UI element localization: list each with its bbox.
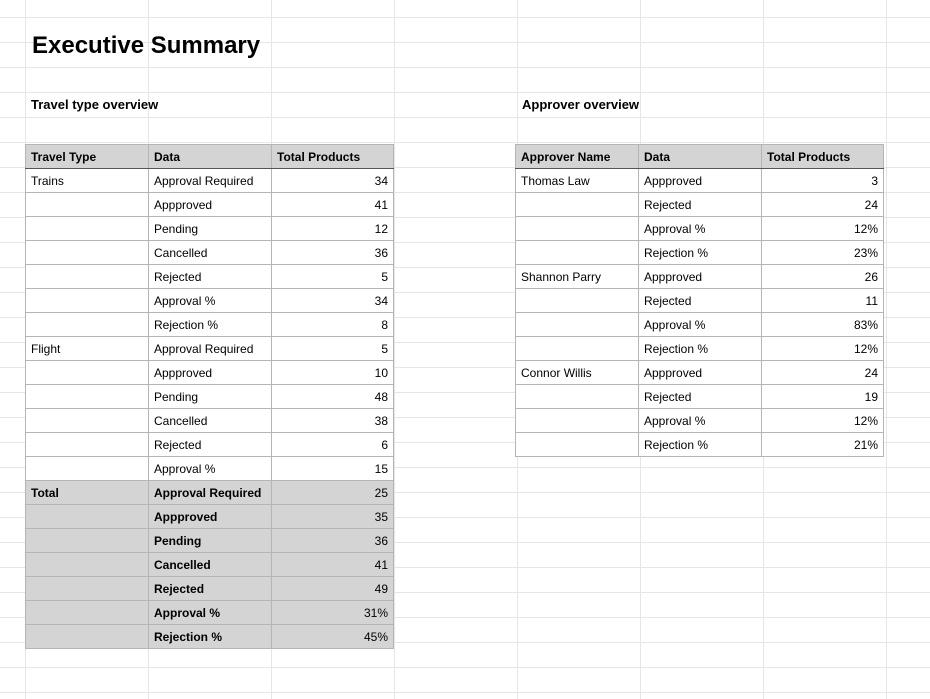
table-row [516,385,884,409]
total-products-cell[interactable]: 12% [762,337,884,361]
total-products-cell[interactable]: 41 [272,553,394,577]
data-cell[interactable]: Approval Required [149,337,272,361]
total-products-cell[interactable]: 8 [272,313,394,337]
approver-name-cell[interactable] [516,313,639,337]
table-row [26,217,394,241]
header-cell-data[interactable]: Data [149,145,272,169]
approver-overview-title[interactable]: Approver overview [522,97,640,112]
data-cell[interactable]: Appproved [149,193,272,217]
data-cell[interactable]: Rejected [149,265,272,289]
data-cell[interactable]: Appproved [639,169,762,193]
total-products-cell[interactable]: 36 [272,529,394,553]
travel-type-cell[interactable]: Flight [26,337,149,361]
travel-type-cell[interactable] [26,577,149,601]
data-cell[interactable]: Approval % [149,289,272,313]
table-row [26,385,394,409]
table-row [516,217,884,241]
table-row [516,193,884,217]
table-row [516,433,884,457]
total-products-cell[interactable]: 6 [272,433,394,457]
data-cell[interactable]: Cancelled [149,241,272,265]
data-cell[interactable]: Approval % [149,601,272,625]
header-cell-data[interactable]: Data [639,145,762,169]
approver-name-cell[interactable] [516,217,639,241]
data-cell[interactable]: Appproved [149,361,272,385]
total-products-cell[interactable]: 35 [272,505,394,529]
total-products-cell[interactable]: 24 [762,193,884,217]
table-row [516,289,884,313]
approver-table [515,144,884,457]
travel-type-cell[interactable] [26,529,149,553]
total-products-cell[interactable]: 11 [762,289,884,313]
total-products-cell[interactable]: 21% [762,433,884,457]
table-row [26,289,394,313]
total-products-cell[interactable]: 25 [272,481,394,505]
table-row [26,337,394,361]
data-cell[interactable]: Rejected [149,433,272,457]
data-cell[interactable]: Rejected [639,193,762,217]
table-row [26,265,394,289]
travel-type-cell[interactable]: Trains [26,169,149,193]
total-products-cell[interactable]: 26 [762,265,884,289]
total-row [26,601,394,625]
total-products-cell[interactable]: 24 [762,361,884,385]
data-cell[interactable]: Approval % [639,409,762,433]
travel-type-cell[interactable] [26,409,149,433]
approver-name-cell[interactable] [516,409,639,433]
travel-type-cell[interactable] [26,457,149,481]
data-cell[interactable]: Cancelled [149,553,272,577]
total-products-cell[interactable]: 38 [272,409,394,433]
approver-name-cell[interactable] [516,433,639,457]
table-header-row [516,145,884,169]
approver-name-cell[interactable]: Connor Willis [516,361,639,385]
approver-name-cell[interactable] [516,193,639,217]
total-products-cell[interactable]: 34 [272,169,394,193]
data-cell[interactable]: Approval Required [149,169,272,193]
travel-type-cell[interactable]: Total [26,481,149,505]
total-products-cell[interactable]: 12% [762,217,884,241]
data-cell[interactable]: Rejection % [149,313,272,337]
travel-type-cell[interactable] [26,553,149,577]
travel-type-cell[interactable] [26,601,149,625]
total-products-cell[interactable]: 12 [272,217,394,241]
travel-type-cell[interactable] [26,193,149,217]
table-row [516,313,884,337]
total-row [26,577,394,601]
total-products-cell[interactable]: 5 [272,265,394,289]
data-cell[interactable]: Rejected [149,577,272,601]
total-products-cell[interactable]: 12% [762,409,884,433]
travel-type-cell[interactable] [26,505,149,529]
table-row [26,313,394,337]
data-cell[interactable]: Approval % [639,313,762,337]
data-cell[interactable]: Cancelled [149,409,272,433]
approver-name-cell[interactable] [516,289,639,313]
data-cell[interactable]: Approval % [149,457,272,481]
travel-type-table [25,144,394,649]
table-row [26,193,394,217]
data-cell[interactable]: Approval Required [149,481,272,505]
total-products-cell[interactable]: 34 [272,289,394,313]
data-cell[interactable]: Pending [149,217,272,241]
travel-type-cell[interactable] [26,433,149,457]
table-row [26,433,394,457]
table-row [516,265,884,289]
total-row [26,529,394,553]
approver-name-cell[interactable]: Shannon Parry [516,265,639,289]
table-row [26,361,394,385]
total-row [26,625,394,649]
page-title[interactable]: Executive Summary [32,32,261,59]
approver-name-cell[interactable]: Thomas Law [516,169,639,193]
total-products-cell[interactable]: 31% [272,601,394,625]
travel-type-cell[interactable] [26,313,149,337]
header-cell-approver-name[interactable]: Approver Name [516,145,639,169]
total-row [26,505,394,529]
total-products-cell[interactable]: 23% [762,241,884,265]
table-row [516,337,884,361]
travel-type-cell[interactable] [26,265,149,289]
data-cell[interactable]: Rejection % [149,625,272,649]
travel-type-cell[interactable] [26,241,149,265]
travel-type-cell[interactable] [26,289,149,313]
travel-type-cell[interactable] [26,361,149,385]
total-products-cell[interactable]: 48 [272,385,394,409]
total-products-cell[interactable]: 15 [272,457,394,481]
data-cell[interactable]: Rejection % [639,241,762,265]
data-cell[interactable]: Rejected [639,289,762,313]
total-row [26,481,394,505]
table-row [516,361,884,385]
data-cell[interactable]: Appproved [639,361,762,385]
total-products-cell[interactable]: 36 [272,241,394,265]
data-cell[interactable]: Rejection % [639,337,762,361]
data-cell[interactable]: Approval % [639,217,762,241]
table-header-row [26,145,394,169]
travel-type-cell[interactable] [26,217,149,241]
header-cell-total-products[interactable]: Total Products [272,145,394,169]
data-cell[interactable]: Appproved [639,265,762,289]
total-products-cell[interactable]: 49 [272,577,394,601]
header-cell-total-products[interactable]: Total Products [762,145,884,169]
approver-name-cell[interactable] [516,241,639,265]
total-products-cell[interactable]: 3 [762,169,884,193]
table-row [26,169,394,193]
data-cell[interactable]: Pending [149,385,272,409]
table-row [26,457,394,481]
travel-overview-title[interactable]: Travel type overview [31,97,159,112]
data-cell[interactable]: Appproved [149,505,272,529]
total-products-cell[interactable]: 19 [762,385,884,409]
approver-name-cell[interactable] [516,337,639,361]
travel-type-cell[interactable] [26,385,149,409]
total-products-cell[interactable]: 45% [272,625,394,649]
table-row [516,409,884,433]
travel-type-cell[interactable] [26,625,149,649]
table-row [516,169,884,193]
table-row [26,409,394,433]
total-products-cell[interactable]: 41 [272,193,394,217]
table-row [516,241,884,265]
total-products-cell[interactable]: 10 [272,361,394,385]
data-cell[interactable]: Pending [149,529,272,553]
total-products-cell[interactable]: 5 [272,337,394,361]
data-cell[interactable]: Rejection % [639,433,762,457]
header-cell-travel-type[interactable]: Travel Type [26,145,149,169]
approver-name-cell[interactable] [516,385,639,409]
table-row [26,241,394,265]
total-products-cell[interactable]: 83% [762,313,884,337]
data-cell[interactable]: Rejected [639,385,762,409]
total-row [26,553,394,577]
